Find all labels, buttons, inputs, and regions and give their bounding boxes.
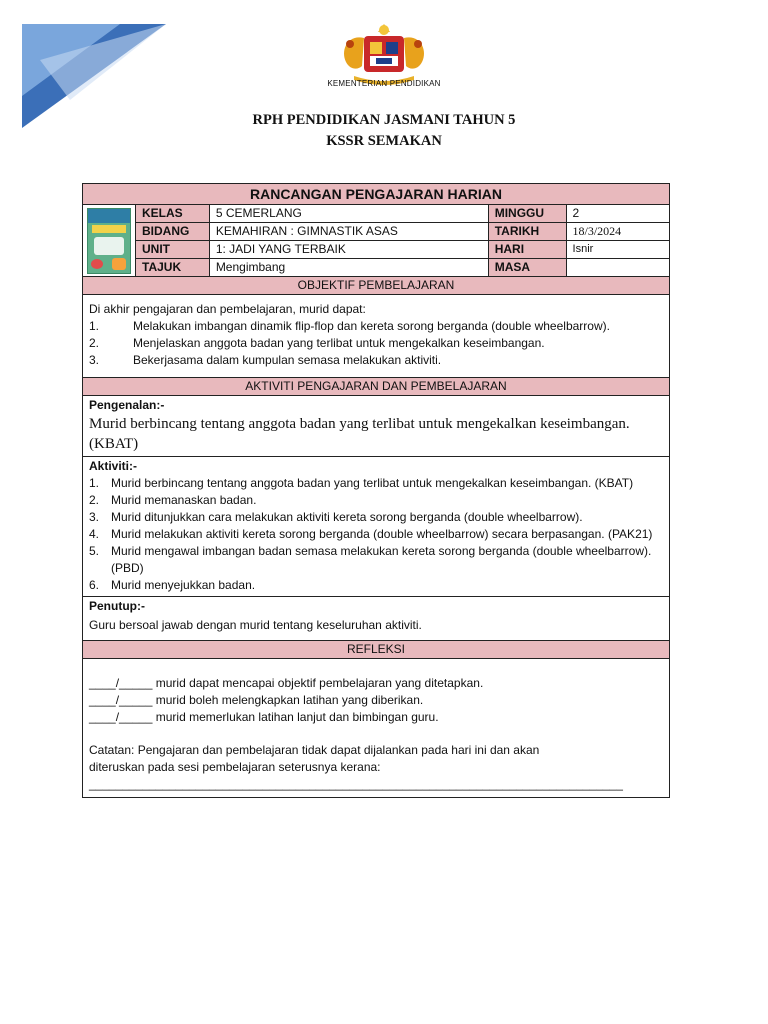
penutup-section — [83, 597, 670, 641]
masa-value — [566, 259, 669, 277]
item-number: 6. — [89, 578, 100, 592]
bidang-value: KEMAHIRAN : GIMNASTIK ASAS — [209, 223, 488, 241]
aktiviti-label: Aktiviti:- — [89, 459, 137, 473]
item-text: Murid melakukan aktiviti kereta sorong berganda (double wheelbarrow) secara berpasangan. (PAK21) — [111, 527, 653, 541]
book-cover-cell — [83, 205, 136, 277]
item-text: Menjelaskan anggota badan yang terlibat untuk mengekalkan keseimbangan. — [133, 336, 545, 350]
item-number: 2. — [89, 336, 100, 350]
aktiviti-item — [89, 492, 663, 509]
ministry-label: KEMENTERIAN PENDIDIKAN — [327, 79, 441, 88]
aktiviti-item — [89, 577, 663, 594]
penutup-text: Guru bersoal jawab dengan murid tentang keseluruhan aktiviti. — [89, 618, 422, 632]
aktiviti-list — [89, 475, 663, 594]
item-number: 1. — [89, 319, 100, 333]
aktiviti-section — [83, 457, 670, 597]
aktiviti-item — [89, 526, 663, 543]
unit-label: UNIT — [136, 241, 210, 259]
aktiviti-heading: AKTIVITI PENGAJARAN DAN PEMBELAJARAN — [83, 378, 670, 396]
pengenalan-section — [83, 396, 670, 457]
item-text: Murid ditunjukkan cara melakukan aktiviti kereta sorong berganda (double wheelbarrow). — [111, 510, 583, 524]
item-number: 5. — [89, 544, 100, 558]
objektif-intro: Di akhir pengajaran dan pembelajaran, murid dapat: — [89, 302, 366, 316]
aktiviti-item — [89, 475, 663, 492]
refleksi-line: ____/_____ murid dapat mencapai objektif pembelajaran yang ditetapkan. — [89, 676, 484, 690]
item-number: 1. — [89, 476, 100, 490]
main-heading: RANCANGAN PENGAJARAN HARIAN — [83, 184, 670, 205]
item-text: Murid mengawal imbangan badan semasa melakukan kereta sorong berganda (double wheelbarrow). (PBD) — [111, 544, 652, 575]
item-text: Melakukan imbangan dinamik flip-flop dan kereta sorong berganda (double wheelbarrow). — [133, 319, 610, 333]
item-number: 4. — [89, 527, 100, 541]
book-icon — [87, 208, 131, 274]
corner-decoration — [0, 0, 170, 130]
aktiviti-item — [89, 543, 663, 577]
refleksi-line: ____/_____ murid boleh melengkapkan latihan yang diberikan. — [89, 693, 424, 707]
objektif-heading: OBJEKTIF PEMBELAJARAN — [83, 277, 670, 295]
minggu-label: MINGGU — [488, 205, 566, 223]
item-number: 3. — [89, 353, 100, 367]
refleksi-section — [83, 659, 670, 798]
kelas-label: KELAS — [136, 205, 210, 223]
aktiviti-item — [89, 509, 663, 526]
tajuk-label: TAJUK — [136, 259, 210, 277]
document-subtitle: KSSR SEMAKAN — [326, 133, 442, 149]
catatan-line: diteruskan pada sesi pembelajaran seterusnya kerana: — [89, 760, 381, 774]
item-text: Murid memanaskan badan. — [111, 493, 257, 507]
bidang-label: BIDANG — [136, 223, 210, 241]
refleksi-line: ____/_____ murid memerlukan latihan lanjut dan bimbingan guru. — [89, 710, 439, 724]
item-number: 3. — [89, 510, 100, 524]
minggu-value: 2 — [566, 205, 669, 223]
objektif-section — [83, 295, 670, 378]
masa-label: MASA — [488, 259, 566, 277]
refleksi-heading: REFLEKSI — [83, 641, 670, 659]
tajuk-value: Mengimbang — [209, 259, 488, 277]
item-text: Bekerjasama dalam kumpulan semasa melakukan aktiviti. — [133, 353, 442, 367]
objektif-item — [89, 352, 663, 369]
item-number: 2. — [89, 493, 100, 507]
unit-value: 1: JADI YANG TERBAIK — [209, 241, 488, 259]
tarikh-label: TARIKH — [488, 223, 566, 241]
objektif-item — [89, 335, 663, 352]
pengenalan-label: Pengenalan:- — [89, 398, 165, 412]
item-text: Murid menyejukkan badan. — [111, 578, 256, 592]
hari-value: Isnir — [566, 241, 669, 259]
catatan-blank: ________________________________________________________________________________ — [89, 777, 623, 791]
pengenalan-text: Murid berbincang tentang anggota badan yang terlibat untuk mengekalkan keseimbangan. (KBAT) — [89, 416, 630, 452]
hari-label: HARI — [488, 241, 566, 259]
penutup-label: Penutup:- — [89, 599, 145, 613]
objektif-item — [89, 318, 663, 335]
tarikh-value: 18/3/2024 — [566, 223, 669, 241]
document-title: RPH PENDIDIKAN JASMANI TAHUN 5 — [252, 112, 516, 128]
kelas-value: 5 CEMERLANG — [209, 205, 488, 223]
lesson-plan-table — [82, 183, 670, 798]
catatan-line: Catatan: Pengajaran dan pembelajaran tidak dapat dijalankan pada hari ini dan akan — [89, 743, 540, 757]
item-text: Murid berbincang tentang anggota badan yang terlibat untuk mengekalkan keseimbangan. (KBAT) — [111, 476, 634, 490]
